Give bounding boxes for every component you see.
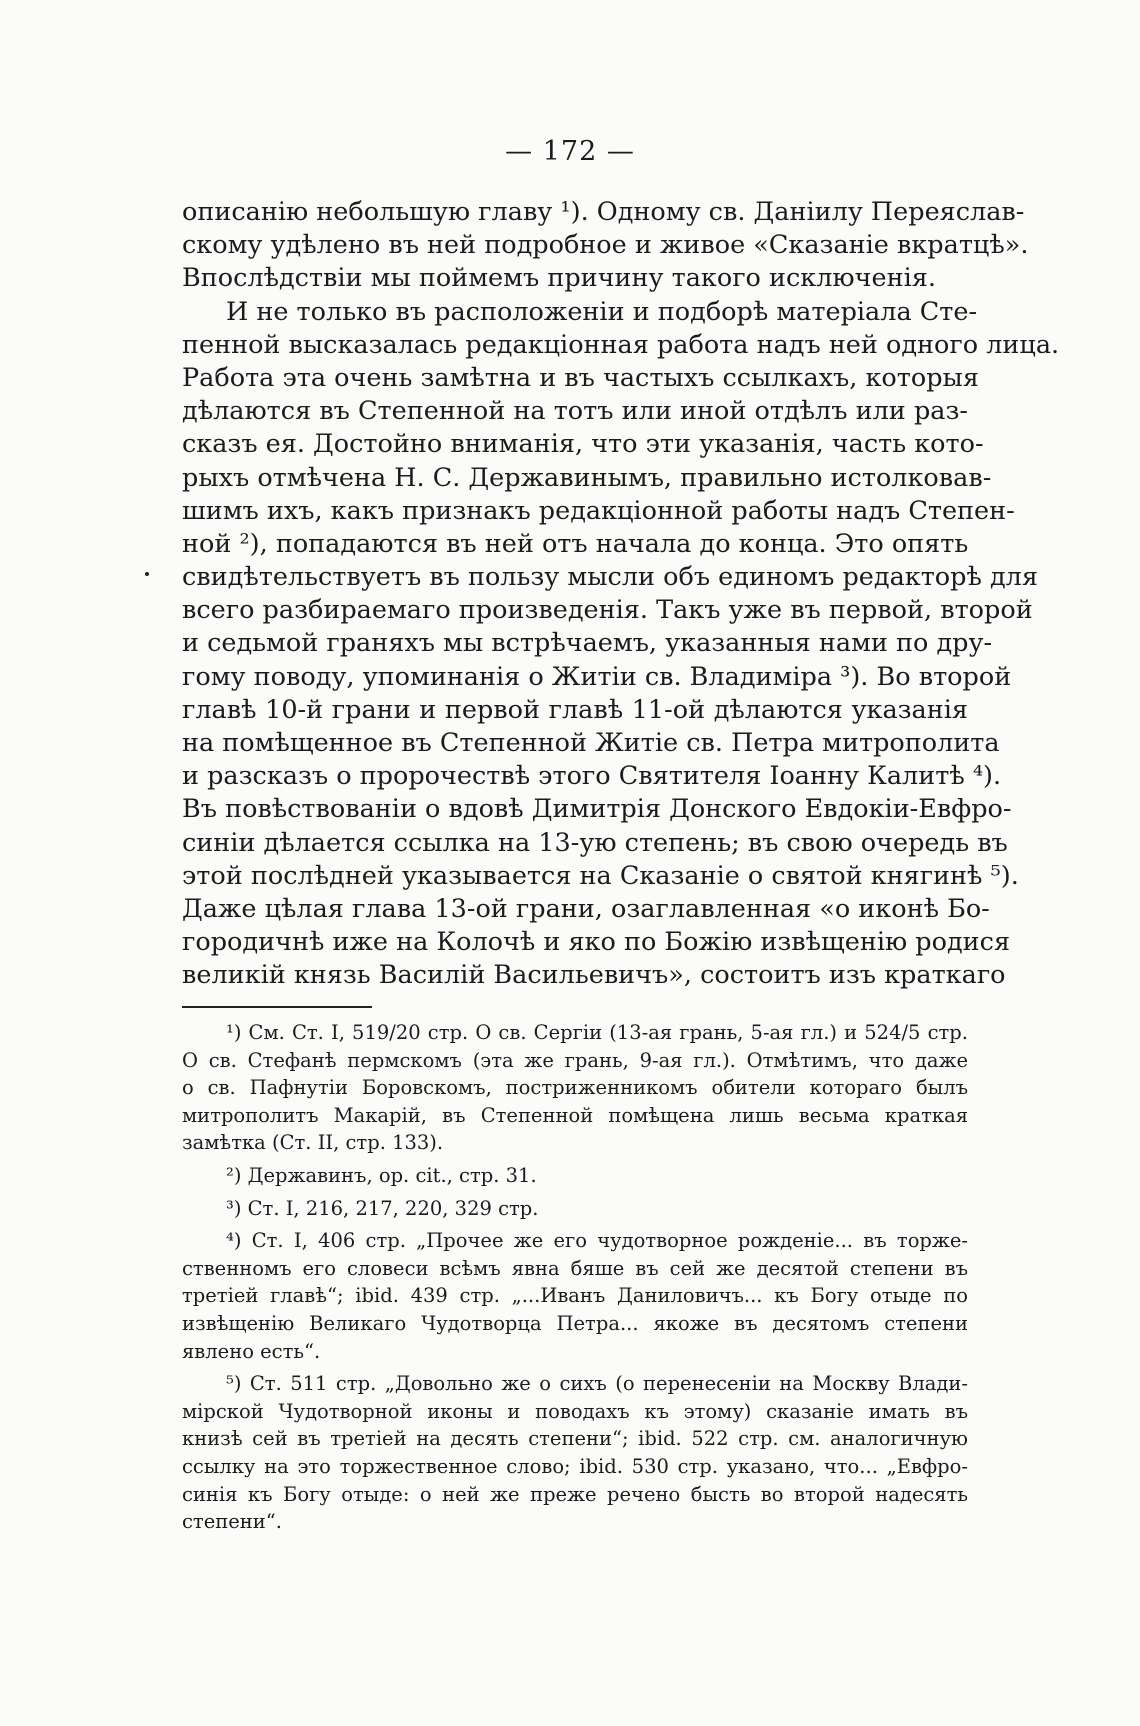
page-number: — 172 — — [505, 136, 635, 167]
footnote-line: о св. Пафнутіи Боровскомъ, постриженникомъ обители котораго былъ — [182, 1076, 968, 1100]
text-line: Въ повѣствованіи о вдовѣ Димитрія Донского Евдокіи-Евфро- — [182, 794, 1012, 825]
text-line: этой послѣдней указывается на Сказаніе о святой княгинѣ ⁵). — [182, 860, 1019, 891]
footnote-line: ³) Ст. I, 216, 217, 220, 329 стр. — [226, 1196, 539, 1220]
text-line: всего разбираемаго произведенія. Такъ уже въ первой, второй — [182, 595, 1033, 626]
footnote-line: синія къ Богу отыде: о ней же преже речено бысть во второй надесять — [182, 1482, 968, 1506]
footnote-line: ственномъ его словеси всѣмъ явна бяше въ сей же десятой степени въ — [182, 1256, 968, 1280]
text-line: и разсказъ о пророчествѣ этого Святителя Іоанну Калитѣ ⁴). — [182, 761, 1002, 792]
text-line: рыхъ отмѣчена Н. С. Державинымъ, правильно истолковав- — [182, 462, 992, 493]
text-line: главѣ 10-й грани и первой главѣ 11-ой дѣлаются указанія — [182, 694, 968, 725]
text-line: Работа эта очень замѣтна и въ частыхъ ссылкахъ, которыя — [182, 362, 979, 393]
footnote-line: извѣщенію Великаго Чудотворца Петра... якоже въ десятомъ степени — [182, 1311, 968, 1335]
footnote-line: явлено есть“. — [182, 1339, 321, 1363]
footnote — [182, 1227, 968, 1365]
text-line: сказъ ея. Достойно вниманія, что эти указанія, часть кото- — [182, 429, 984, 460]
text-line: свидѣтельствуетъ въ пользу мысли объ единомъ редакторѣ для — [182, 562, 1038, 593]
footnote-line: ¹) См. Ст. I, 519/20 стр. О св. Сергіи (13-ая грань, 5-ая гл.) и 524/5 стр. — [226, 1021, 968, 1044]
text-line: скому удѣлено въ ней подробное и живое «Сказаніе вкратцѣ». — [182, 230, 1029, 261]
text-line: ной ²), попадаются въ ней отъ начала до конца. Это опять — [182, 528, 969, 559]
margin-mark — [145, 572, 149, 576]
footnote-line: мірской Чудотворной иконы и поводахъ къ этому) сказаніе имать въ — [182, 1399, 968, 1423]
main-text — [182, 196, 1060, 993]
text-line: шимъ ихъ, какъ признакъ редакціонной работы надъ Степен- — [182, 495, 1015, 526]
text-line: на помѣщенное въ Степенной Житіе св. Петра митрополита — [182, 728, 1000, 758]
footnote-line: ⁴) Ст. I, 406 стр. „Прочее же его чудотворное рожденіе... въ торже- — [226, 1229, 968, 1253]
footnote-line: О св. Стефанѣ пермскомъ (эта же грань, 9-ая гл.). Отмѣтимъ, что даже — [182, 1048, 968, 1072]
footnote-line: степени“. — [182, 1510, 282, 1534]
footnote — [182, 1162, 968, 1190]
footnote-line: ссылку на это торжественное слово; ibid. 530 стр. указано, что... „Евфро- — [182, 1454, 968, 1478]
text-line: описанію небольшую главу ¹). Одному св. Даніилу Переяслав- — [182, 197, 1025, 227]
text-line: и седьмой граняхъ мы встрѣчаемъ, указанныя нами по дру- — [182, 628, 993, 659]
footnote-line: третіей главѣ“; ibid. 439 стр. „...Иванъ Даниловичъ... къ Богу отыде по — [182, 1284, 968, 1308]
footnote-line: книзѣ сей въ третіей на десять степени“; ibid. 522 стр. см. аналогичную — [182, 1427, 968, 1451]
text-line: Впослѣдствіи мы поймемъ причину такого исключенія. — [182, 263, 936, 294]
text-line: Даже цѣлая глава 13-ой грани, озаглавленная «о иконѣ Бо- — [182, 893, 990, 924]
text-line: пенной высказалась редакціонная работа надъ ней одного лица. — [182, 329, 1060, 360]
text-line: городичнѣ иже на Колочѣ и яко по Божію извѣщенію родися — [182, 927, 1011, 958]
text-line: синіи дѣлается ссылка на 13-ую степень; въ свою очередь въ — [182, 827, 1008, 858]
text-line: великій князь Василій Васильевичъ», состоитъ изъ краткаго — [182, 960, 1006, 991]
footnote-line: ²) Державинъ, op. cit., стр. 31. — [226, 1163, 537, 1187]
footnote-line: ⁵) Ст. 511 стр. „Довольно же о сихъ (о перенесеніи на Москву Влади- — [226, 1372, 968, 1396]
footnotes — [182, 1019, 968, 1536]
text-line: И не только въ расположеніи и подборѣ матеріала Сте- — [226, 296, 978, 327]
footnote — [182, 1195, 968, 1223]
footnote-line: замѣтка (Ст. II, стр. 133). — [182, 1131, 444, 1155]
text-line: дѣлаются въ Степенной на тотъ или иной отдѣлъ или раз- — [182, 396, 968, 427]
footnote-line: митрополитъ Макарій, въ Степенной помѣщена лишь весьма краткая — [182, 1103, 968, 1127]
text-line: гому поводу, упоминанія о Житіи св. Владиміра ³). Во второй — [182, 661, 1012, 692]
footnote — [182, 1370, 968, 1536]
footnote — [182, 1019, 968, 1157]
footnote-separator — [182, 1006, 372, 1008]
